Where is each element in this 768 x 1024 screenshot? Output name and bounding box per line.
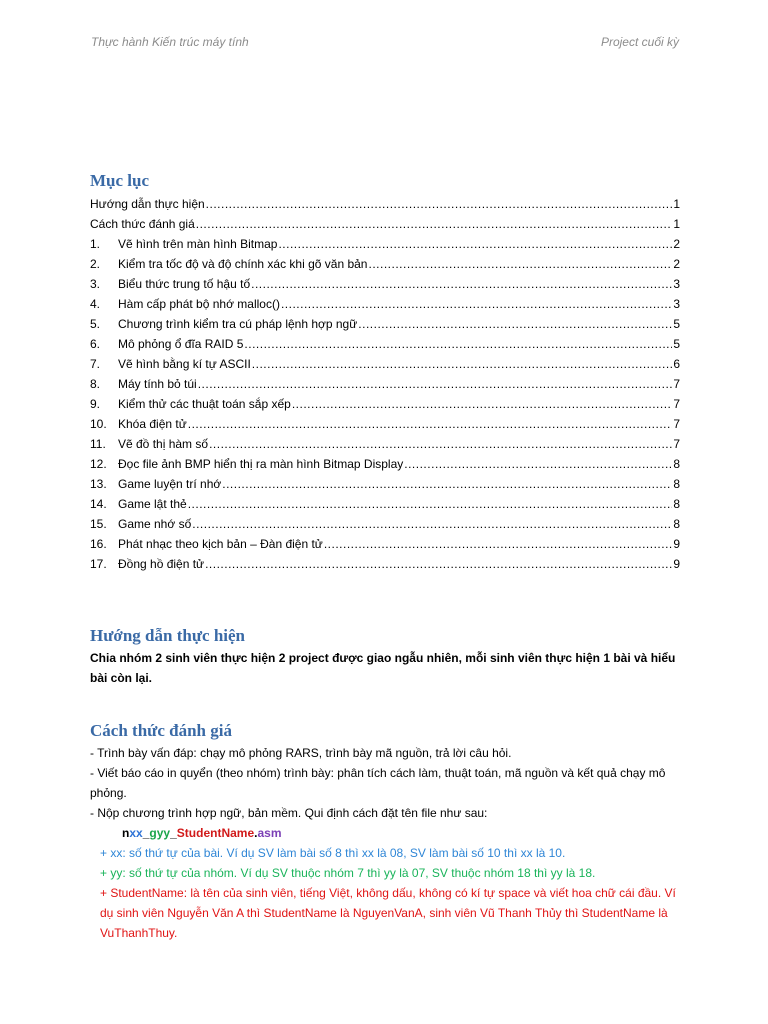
toc-entry-page: 1 [673,217,680,231]
toc-dot-leader [209,434,672,454]
filename-ext: asm [257,826,282,840]
note-studentname: + StudentName: là tên của sinh viên, tiếng Việt, không dấu, không có kí tự space và viết hoa chữ cái đầu. Ví dụ sinh viên Nguyễn Văn A thì StudentName là NguyenVanA, sinh viên Vũ Thanh Thủy thì StudentName là VuThanhThuy. [100,886,676,940]
toc-entry-page: 2 [673,237,680,251]
toc-entry-label: Biểu thức trung tố hậu tố [118,277,251,291]
toc-dot-leader [358,314,672,334]
filename-pattern [90,823,685,843]
toc-entry[interactable] [90,354,680,374]
toc-entry-label: Đọc file ảnh BMP hiển thị ra màn hình Bitmap Display [118,457,404,471]
toc-entry-number: 13. [90,477,107,491]
evaluation-body [90,743,685,943]
toc-entry[interactable] [90,254,680,274]
toc-entry[interactable] [90,274,680,294]
toc-entry[interactable] [90,474,680,494]
evaluation-heading: Cách thức đánh giá [90,721,232,740]
toc-dot-leader [188,414,673,434]
running-header-left: Thực hành Kiến trúc máy tính [91,35,249,49]
toc-dot-leader [244,334,672,354]
toc-entry[interactable] [90,194,680,214]
toc-entry-label: Mô phỏng ổ đĩa RAID 5 [118,337,244,351]
toc-entry-page: 8 [673,457,680,471]
toc-entry-label: Hướng dẫn thực hiện [90,197,205,211]
toc-dot-leader [324,534,672,554]
toc-entry[interactable] [90,374,680,394]
toc-entry-number: 2. [90,257,101,271]
toc-entry[interactable] [90,294,680,314]
toc-dot-leader [205,554,672,574]
toc-entry-page: 3 [673,297,680,311]
toc-entry-label: Phát nhạc theo kịch bản – Đàn điện tử [118,537,323,551]
toc-entry-label: Hàm cấp phát bộ nhớ malloc() [118,297,280,311]
toc-dot-leader [206,194,673,214]
filename-g: g [149,826,157,840]
toc-entry-label: Game lật thẻ [118,497,187,511]
toc-entry-page: 7 [673,437,680,451]
toc-dot-leader [278,234,672,254]
filename-underscore: _ [170,826,177,840]
toc-dot-leader [188,494,673,514]
toc-entry[interactable] [90,414,680,434]
toc-entry-page: 3 [673,277,680,291]
toc-entry-label: Máy tính bỏ túi [118,377,197,391]
toc-entry-page: 7 [673,397,680,411]
toc-dot-leader [404,454,672,474]
toc-entry[interactable] [90,314,680,334]
toc-entry-label: Game nhớ số [118,517,192,531]
toc-entry[interactable] [90,534,680,554]
table-of-contents [90,194,680,574]
running-header-right: Project cuối kỳ [600,35,679,49]
filename-yy: yy [156,826,171,840]
toc-entry-number: 15. [90,517,107,531]
toc-entry[interactable] [90,554,680,574]
filename-sep: _ [142,826,150,840]
note-yy: + yy: số thứ tự của nhóm. Ví dụ SV thuộc nhóm 7 thì yy là 07, SV thuộc nhóm 18 thì yy là 18. [100,866,596,880]
toc-entry[interactable] [90,234,680,254]
filename-studentname: StudentName [176,826,255,840]
toc-entry-label: Kiểm tra tốc độ và độ chính xác khi gõ văn bản [118,257,368,271]
toc-dot-leader [198,374,673,394]
toc-entry-number: 3. [90,277,101,291]
toc-dot-leader [251,274,672,294]
toc-entry-label: Vẽ hình trên màn hình Bitmap [118,237,278,251]
toc-entry-number: 9. [90,397,101,411]
toc-entry[interactable] [90,514,680,534]
toc-entry-page: 5 [673,317,680,331]
toc-entry-number: 6. [90,337,101,351]
toc-entry-number: 7. [90,357,101,371]
toc-entry-page: 1 [673,197,680,211]
toc-entry-page: 9 [673,537,680,551]
toc-entry-page: 9 [673,557,680,571]
toc-entry-number: 16. [90,537,107,551]
toc-entry[interactable] [90,214,680,234]
evaluation-line-presentation: - Trình bày vấn đáp: chạy mô phỏng RARS, trình bày mã nguồn, trả lời câu hỏi. [90,746,512,760]
toc-entry-label: Kiểm thử các thuật toán sắp xếp [118,397,291,411]
toc-entry-label: Cách thức đánh giá [90,217,195,231]
toc-entry-page: 2 [673,257,680,271]
toc-entry[interactable] [90,434,680,454]
toc-dot-leader [196,214,673,234]
toc-entry[interactable] [90,454,680,474]
toc-dot-leader [292,394,673,414]
evaluation-line-report: - Viết báo cáo in quyển (theo nhóm) trình bày: phân tích cách làm, thuật toán, mã nguồn và kết quả chạy mô phỏng. [90,766,666,800]
toc-entry-page: 8 [673,497,680,511]
toc-dot-leader [252,354,673,374]
toc-entry-page: 8 [673,517,680,531]
toc-heading: Mục lục [90,171,150,190]
filename-xx: xx [129,826,143,840]
toc-entry-label: Vẽ hình bằng kí tự ASCII [118,357,251,371]
toc-entry-number: 11. [90,437,106,451]
toc-dot-leader [222,474,672,494]
toc-entry-label: Đồng hồ điện tử [118,557,205,571]
toc-entry-page: 5 [673,337,680,351]
toc-dot-leader [281,294,672,314]
toc-entry[interactable] [90,394,680,414]
toc-entry-number: 4. [90,297,101,311]
filename-n: n [122,826,130,840]
toc-entry-number: 10. [90,417,107,431]
filename-dot: . [254,826,258,840]
toc-entry-label: Chương trình kiểm tra cú pháp lệnh hợp ngữ [118,317,358,331]
toc-entry-number: 12. [90,457,107,471]
guide-heading: Hướng dẫn thực hiện [90,626,245,645]
toc-entry-label: Khóa điện tử [118,417,187,431]
toc-entry-page: 6 [673,357,680,371]
note-xx: + xx: số thứ tự của bài. Ví dụ SV làm bài số 8 thì xx là 08, SV làm bài số 10 thì xx là 10. [100,846,566,860]
toc-entry-number: 1. [90,237,101,251]
toc-entry-page: 7 [673,377,680,391]
toc-entry-page: 8 [673,477,680,491]
toc-entry-page: 7 [673,417,680,431]
toc-entry-number: 17. [90,557,107,571]
toc-entry[interactable] [90,334,680,354]
toc-entry[interactable] [90,494,680,514]
toc-entry-label: Game luyện trí nhớ [118,477,222,491]
toc-entry-number: 8. [90,377,101,391]
toc-entry-number: 14. [90,497,107,511]
toc-dot-leader [368,254,672,274]
toc-entry-label: Vẽ đồ thị hàm số [118,437,209,451]
evaluation-line-submission: - Nộp chương trình hợp ngữ, bản mềm. Qui định cách đặt tên file như sau: [90,806,488,820]
toc-dot-leader [192,514,672,534]
guide-paragraph: Chia nhóm 2 sinh viên thực hiện 2 project được giao ngẫu nhiên, mỗi sinh viên thực hiện 1 bài và hiểu bài còn lại. [90,651,676,685]
toc-entry-number: 5. [90,317,101,331]
